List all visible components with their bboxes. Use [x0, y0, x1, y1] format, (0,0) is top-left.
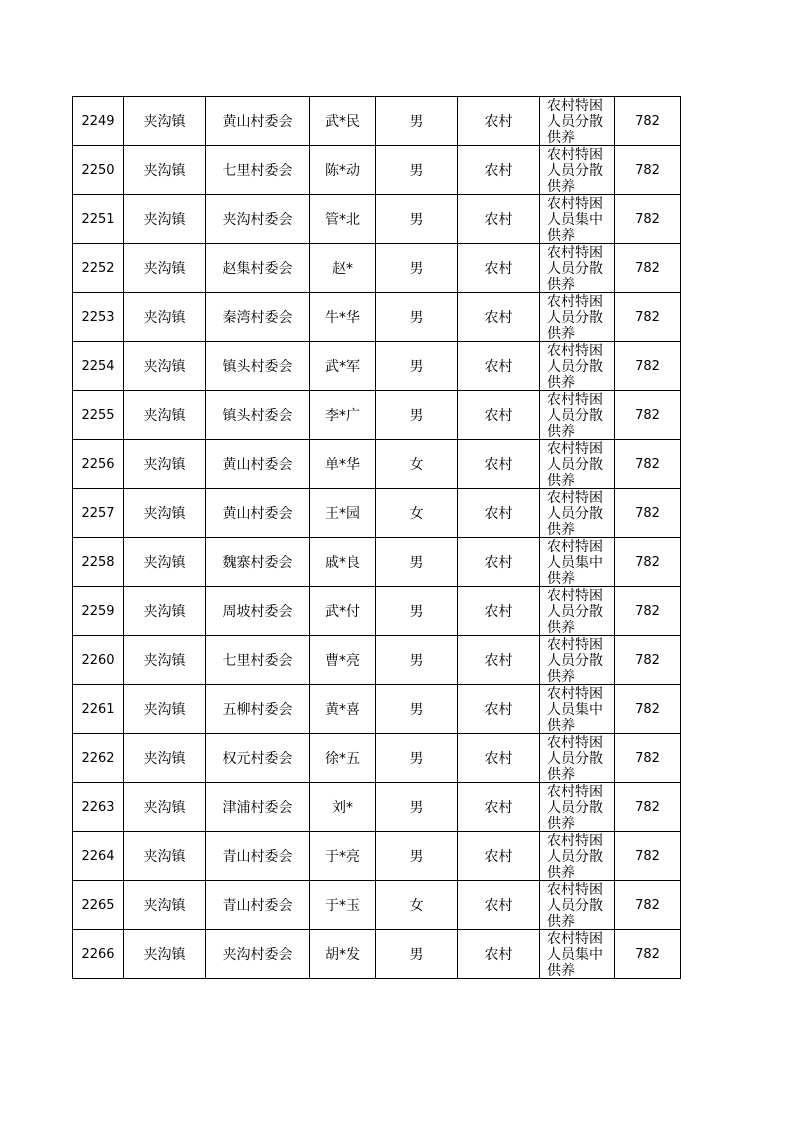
support-type-cell	[540, 342, 615, 391]
gender-cell: 男	[376, 244, 458, 293]
support-type-text: 农村特困人员集中供养	[547, 686, 603, 733]
amount-cell: 782	[615, 293, 681, 342]
support-type-text: 农村特困人员分散供养	[547, 784, 603, 831]
support-type-cell	[540, 244, 615, 293]
name-cell: 李*广	[310, 391, 376, 440]
area-cell: 农村	[458, 293, 540, 342]
town-cell: 夹沟镇	[124, 636, 206, 685]
area-cell: 农村	[458, 734, 540, 783]
town-cell: 夹沟镇	[124, 881, 206, 930]
beneficiary-table	[72, 96, 681, 979]
support-type-text: 农村特困人员分散供养	[547, 343, 603, 390]
support-type-cell	[540, 440, 615, 489]
town-cell: 夹沟镇	[124, 538, 206, 587]
gender-cell: 男	[376, 636, 458, 685]
support-type-text: 农村特困人员集中供养	[547, 931, 603, 978]
amount-cell: 782	[615, 636, 681, 685]
town-cell: 夹沟镇	[124, 685, 206, 734]
name-cell: 刘*	[310, 783, 376, 832]
row-number: 2260	[73, 636, 124, 685]
name-cell: 管*北	[310, 195, 376, 244]
support-type-cell	[540, 881, 615, 930]
town-cell: 夹沟镇	[124, 832, 206, 881]
support-type-text: 农村特困人员分散供养	[547, 392, 603, 439]
gender-cell: 男	[376, 293, 458, 342]
town-cell: 夹沟镇	[124, 391, 206, 440]
support-type-cell	[540, 734, 615, 783]
village-cell: 七里村委会	[206, 146, 310, 195]
village-cell: 五柳村委会	[206, 685, 310, 734]
gender-cell: 男	[376, 195, 458, 244]
amount-cell: 782	[615, 783, 681, 832]
amount-cell: 782	[615, 195, 681, 244]
town-cell: 夹沟镇	[124, 734, 206, 783]
row-number: 2249	[73, 97, 124, 146]
area-cell: 农村	[458, 440, 540, 489]
village-cell: 津浦村委会	[206, 783, 310, 832]
village-cell: 赵集村委会	[206, 244, 310, 293]
area-cell: 农村	[458, 930, 540, 979]
support-type-text: 农村特困人员分散供养	[547, 637, 603, 684]
row-number: 2263	[73, 783, 124, 832]
village-cell: 周坡村委会	[206, 587, 310, 636]
village-cell: 七里村委会	[206, 636, 310, 685]
gender-cell: 男	[376, 783, 458, 832]
amount-cell: 782	[615, 881, 681, 930]
name-cell: 于*玉	[310, 881, 376, 930]
support-type-text: 农村特困人员分散供养	[547, 588, 603, 635]
support-type-text: 农村特困人员集中供养	[547, 539, 603, 586]
name-cell: 胡*发	[310, 930, 376, 979]
village-cell: 秦湾村委会	[206, 293, 310, 342]
area-cell: 农村	[458, 881, 540, 930]
support-type-cell	[540, 293, 615, 342]
village-cell: 权元村委会	[206, 734, 310, 783]
support-type-cell	[540, 97, 615, 146]
gender-cell: 男	[376, 930, 458, 979]
town-cell: 夹沟镇	[124, 587, 206, 636]
name-cell: 赵*	[310, 244, 376, 293]
table-row	[73, 146, 681, 195]
amount-cell: 782	[615, 930, 681, 979]
town-cell: 夹沟镇	[124, 293, 206, 342]
row-number: 2253	[73, 293, 124, 342]
name-cell: 于*亮	[310, 832, 376, 881]
name-cell: 单*华	[310, 440, 376, 489]
table-row	[73, 293, 681, 342]
name-cell: 陈*动	[310, 146, 376, 195]
row-number: 2261	[73, 685, 124, 734]
name-cell: 黄*喜	[310, 685, 376, 734]
amount-cell: 782	[615, 391, 681, 440]
amount-cell: 782	[615, 489, 681, 538]
support-type-cell	[540, 538, 615, 587]
gender-cell: 男	[376, 832, 458, 881]
support-type-cell	[540, 391, 615, 440]
table-body	[73, 97, 681, 979]
amount-cell: 782	[615, 538, 681, 587]
support-type-cell	[540, 195, 615, 244]
table-row	[73, 734, 681, 783]
row-number: 2255	[73, 391, 124, 440]
town-cell: 夹沟镇	[124, 930, 206, 979]
amount-cell: 782	[615, 97, 681, 146]
table-row	[73, 440, 681, 489]
support-type-cell	[540, 146, 615, 195]
support-type-text: 农村特困人员分散供养	[547, 833, 603, 880]
support-type-text: 农村特困人员分散供养	[547, 490, 603, 537]
gender-cell: 男	[376, 97, 458, 146]
gender-cell: 男	[376, 342, 458, 391]
town-cell: 夹沟镇	[124, 97, 206, 146]
table-row	[73, 342, 681, 391]
town-cell: 夹沟镇	[124, 244, 206, 293]
table-row	[73, 391, 681, 440]
row-number: 2262	[73, 734, 124, 783]
row-number: 2258	[73, 538, 124, 587]
name-cell: 戚*良	[310, 538, 376, 587]
name-cell: 武*民	[310, 97, 376, 146]
amount-cell: 782	[615, 440, 681, 489]
village-cell: 镇头村委会	[206, 391, 310, 440]
town-cell: 夹沟镇	[124, 440, 206, 489]
support-type-cell	[540, 489, 615, 538]
support-type-text: 农村特困人员集中供养	[547, 196, 603, 243]
town-cell: 夹沟镇	[124, 146, 206, 195]
village-cell: 黄山村委会	[206, 440, 310, 489]
area-cell: 农村	[458, 391, 540, 440]
amount-cell: 782	[615, 146, 681, 195]
gender-cell: 男	[376, 587, 458, 636]
support-type-text: 农村特困人员分散供养	[547, 735, 603, 782]
name-cell: 牛*华	[310, 293, 376, 342]
area-cell: 农村	[458, 538, 540, 587]
row-number: 2259	[73, 587, 124, 636]
village-cell: 夹沟村委会	[206, 195, 310, 244]
amount-cell: 782	[615, 342, 681, 391]
support-type-text: 农村特困人员分散供养	[547, 294, 603, 341]
support-type-cell	[540, 832, 615, 881]
table-row	[73, 832, 681, 881]
gender-cell: 男	[376, 538, 458, 587]
area-cell: 农村	[458, 783, 540, 832]
village-cell: 黄山村委会	[206, 489, 310, 538]
name-cell: 王*园	[310, 489, 376, 538]
gender-cell: 男	[376, 734, 458, 783]
support-type-cell	[540, 783, 615, 832]
area-cell: 农村	[458, 97, 540, 146]
town-cell: 夹沟镇	[124, 195, 206, 244]
table-row	[73, 489, 681, 538]
town-cell: 夹沟镇	[124, 342, 206, 391]
gender-cell: 女	[376, 440, 458, 489]
support-type-cell	[540, 587, 615, 636]
area-cell: 农村	[458, 685, 540, 734]
amount-cell: 782	[615, 734, 681, 783]
amount-cell: 782	[615, 587, 681, 636]
village-cell: 青山村委会	[206, 832, 310, 881]
town-cell: 夹沟镇	[124, 783, 206, 832]
gender-cell: 女	[376, 881, 458, 930]
table-row	[73, 538, 681, 587]
row-number: 2252	[73, 244, 124, 293]
area-cell: 农村	[458, 587, 540, 636]
table-row	[73, 636, 681, 685]
amount-cell: 782	[615, 244, 681, 293]
row-number: 2257	[73, 489, 124, 538]
table-row	[73, 930, 681, 979]
village-cell: 镇头村委会	[206, 342, 310, 391]
town-cell: 夹沟镇	[124, 489, 206, 538]
area-cell: 农村	[458, 244, 540, 293]
gender-cell: 男	[376, 391, 458, 440]
table-row	[73, 97, 681, 146]
gender-cell: 男	[376, 685, 458, 734]
area-cell: 农村	[458, 832, 540, 881]
table-row	[73, 881, 681, 930]
row-number: 2250	[73, 146, 124, 195]
gender-cell: 男	[376, 146, 458, 195]
support-type-cell	[540, 636, 615, 685]
table-row	[73, 244, 681, 293]
row-number: 2256	[73, 440, 124, 489]
amount-cell: 782	[615, 832, 681, 881]
support-type-text: 农村特困人员分散供养	[547, 98, 603, 145]
row-number: 2251	[73, 195, 124, 244]
name-cell: 徐*五	[310, 734, 376, 783]
row-number: 2254	[73, 342, 124, 391]
row-number: 2264	[73, 832, 124, 881]
area-cell: 农村	[458, 195, 540, 244]
name-cell: 武*付	[310, 587, 376, 636]
support-type-cell	[540, 685, 615, 734]
amount-cell: 782	[615, 685, 681, 734]
area-cell: 农村	[458, 489, 540, 538]
gender-cell: 女	[376, 489, 458, 538]
area-cell: 农村	[458, 146, 540, 195]
name-cell: 曹*亮	[310, 636, 376, 685]
village-cell: 夹沟村委会	[206, 930, 310, 979]
village-cell: 青山村委会	[206, 881, 310, 930]
name-cell: 武*军	[310, 342, 376, 391]
area-cell: 农村	[458, 342, 540, 391]
table-row	[73, 685, 681, 734]
row-number: 2265	[73, 881, 124, 930]
support-type-text: 农村特困人员分散供养	[547, 882, 603, 929]
area-cell: 农村	[458, 636, 540, 685]
support-type-text: 农村特困人员分散供养	[547, 147, 603, 194]
table-row	[73, 195, 681, 244]
village-cell: 魏寨村委会	[206, 538, 310, 587]
village-cell: 黄山村委会	[206, 97, 310, 146]
support-type-cell	[540, 930, 615, 979]
support-type-text: 农村特困人员分散供养	[547, 245, 603, 292]
table-row	[73, 587, 681, 636]
table-row	[73, 783, 681, 832]
support-type-text: 农村特困人员分散供养	[547, 441, 603, 488]
row-number: 2266	[73, 930, 124, 979]
